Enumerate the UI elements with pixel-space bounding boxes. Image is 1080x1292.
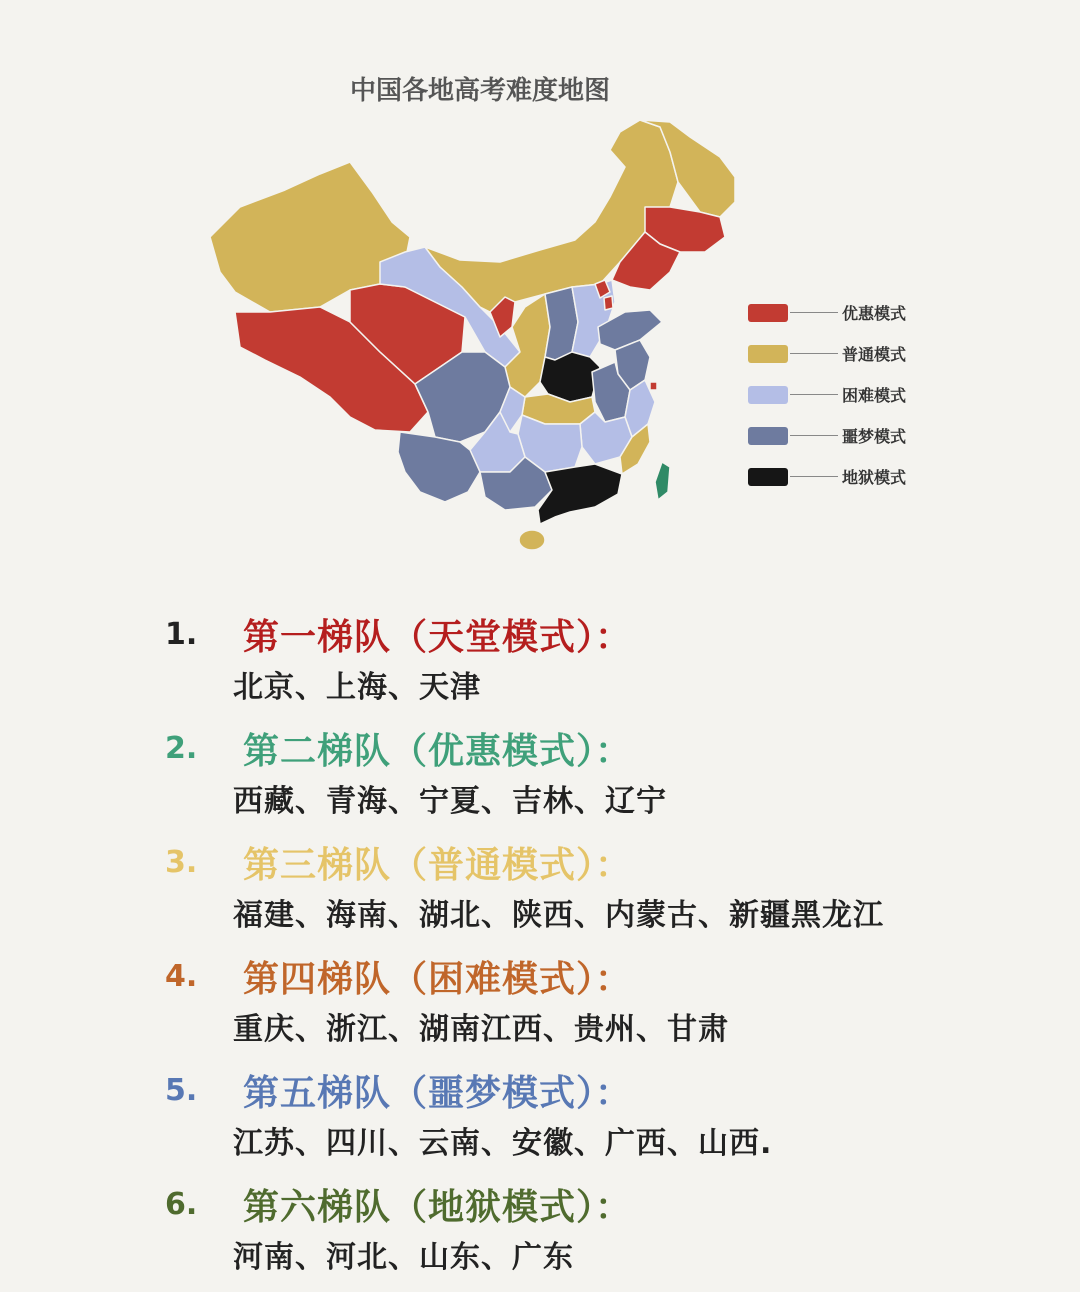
legend-label: 优惠模式 — [842, 304, 907, 323]
tier-title: 第二梯队（优惠模式）： — [243, 730, 633, 772]
tier-number: 6. — [165, 1186, 198, 1222]
legend-connector — [790, 476, 838, 477]
legend-item — [748, 374, 906, 415]
legend-swatch — [748, 304, 788, 322]
tier-provinces: 北京、上海、天津 — [233, 670, 481, 705]
region-taiwan — [655, 462, 670, 500]
tier-number: 3. — [165, 844, 198, 880]
legend-connector — [790, 353, 838, 354]
legend-label: 普通模式 — [842, 345, 907, 364]
tier-provinces: 河南、河北、山东、广东 — [233, 1240, 574, 1275]
legend-item — [748, 333, 906, 374]
tier-provinces: 江苏、四川、云南、安徽、广西、山西. — [233, 1126, 773, 1161]
map-title: 中国各地高考难度地图 — [349, 76, 610, 106]
legend-swatch — [748, 345, 788, 363]
tier-provinces: 重庆、浙江、湖南江西、贵州、甘肃 — [233, 1012, 729, 1047]
tier-item — [165, 1064, 884, 1178]
tier-item — [165, 836, 884, 950]
tier-item — [165, 950, 884, 1064]
legend-label: 噩梦模式 — [842, 427, 907, 446]
legend-label: 地狱模式 — [842, 468, 907, 487]
region-guangdong — [538, 464, 622, 524]
tier-heading — [165, 1064, 884, 1116]
legend-connector — [790, 435, 838, 436]
tier-item — [165, 608, 884, 722]
tier-number: 1. — [165, 616, 198, 652]
tier-provinces: 福建、海南、湖北、陕西、内蒙古、新疆黑龙江 — [233, 898, 884, 933]
region-shanghai — [650, 382, 657, 390]
tier-title: 第三梯队（普通模式）： — [243, 844, 633, 886]
legend-connector — [790, 394, 838, 395]
tier-number: 4. — [165, 958, 198, 994]
china-difficulty-map — [200, 112, 740, 562]
tier-heading — [165, 722, 884, 774]
tier-list — [165, 608, 884, 1292]
tier-item — [165, 722, 884, 836]
legend-item — [748, 456, 906, 497]
legend-item — [748, 415, 906, 456]
legend-connector — [790, 312, 838, 313]
legend-swatch — [748, 468, 788, 486]
legend-swatch — [748, 386, 788, 404]
tier-heading — [165, 608, 884, 660]
region-yunnan — [398, 432, 480, 502]
tier-title: 第一梯队（天堂模式）： — [243, 616, 633, 658]
tier-heading — [165, 950, 884, 1002]
tier-heading — [165, 836, 884, 888]
tier-number: 2. — [165, 730, 198, 766]
legend-swatch — [748, 427, 788, 445]
tier-title: 第六梯队（地狱模式）： — [243, 1186, 633, 1228]
tier-number: 5. — [165, 1072, 198, 1108]
region-tianjin — [604, 296, 613, 310]
tier-title: 第四梯队（困难模式）： — [243, 958, 633, 1000]
legend-item — [748, 292, 906, 333]
region-hainan — [519, 530, 545, 550]
tier-provinces: 西藏、青海、宁夏、吉林、辽宁 — [233, 784, 667, 819]
tier-title: 第五梯队（噩梦模式）： — [243, 1072, 633, 1114]
legend-label: 困难模式 — [842, 386, 907, 405]
map-legend — [748, 292, 906, 497]
tier-item — [165, 1178, 884, 1292]
tier-heading — [165, 1178, 884, 1230]
